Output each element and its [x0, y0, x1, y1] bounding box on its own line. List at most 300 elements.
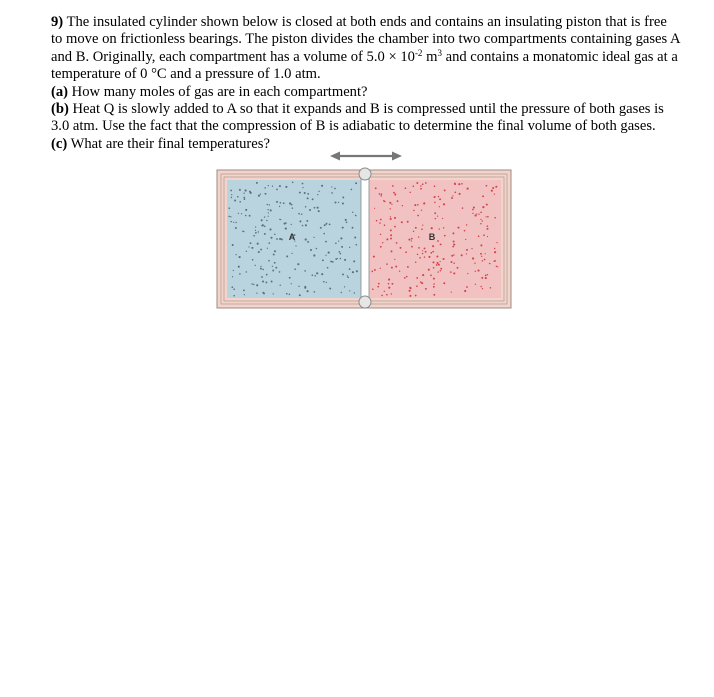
gas-molecule	[304, 192, 306, 194]
gas-molecule	[313, 254, 315, 256]
gas-molecule	[312, 274, 314, 276]
gas-molecule	[351, 189, 353, 191]
part-a-text: How many moles of gas are in each compartment?	[68, 83, 368, 100]
gas-molecule	[268, 216, 269, 217]
gas-molecule	[275, 267, 277, 269]
gas-molecule	[232, 244, 234, 246]
gas-molecule	[352, 227, 354, 229]
gas-molecule	[253, 284, 254, 285]
gas-molecule	[231, 286, 233, 288]
gas-molecule	[246, 251, 247, 252]
gas-molecule	[432, 245, 434, 247]
gas-molecule	[480, 219, 481, 220]
label-b: B	[428, 232, 436, 242]
gas-molecule	[477, 270, 479, 272]
gas-molecule	[291, 283, 292, 284]
gas-molecule	[228, 207, 230, 209]
gas-molecule	[420, 188, 422, 190]
gas-molecule	[274, 262, 276, 264]
gas-molecule	[487, 225, 489, 227]
gas-molecule	[464, 290, 466, 292]
gas-molecule	[466, 224, 467, 225]
gas-molecule	[228, 216, 230, 218]
gas-molecule	[453, 262, 455, 264]
gas-molecule	[452, 246, 454, 248]
gas-molecule	[474, 262, 475, 263]
gas-molecule	[485, 216, 486, 217]
gas-molecule	[230, 221, 231, 222]
gas-molecule	[279, 238, 281, 240]
gas-molecule	[408, 239, 410, 241]
gas-molecule	[397, 200, 399, 202]
gas-molecule	[483, 234, 485, 236]
gas-molecule	[443, 258, 445, 260]
gas-molecule	[381, 193, 383, 195]
gas-molecule	[388, 279, 390, 281]
gas-molecule	[443, 227, 444, 228]
gas-molecule	[256, 284, 258, 286]
gas-molecule	[243, 197, 245, 199]
gas-molecule	[349, 290, 350, 291]
gas-molecule	[434, 212, 436, 214]
gas-molecule	[471, 248, 472, 249]
part-b	[51, 101, 681, 118]
gas-molecule	[414, 204, 416, 206]
gas-molecule	[262, 280, 264, 282]
gas-molecule	[459, 193, 461, 195]
gas-molecule	[325, 255, 326, 256]
gas-molecule	[305, 238, 307, 240]
gas-molecule	[291, 204, 293, 206]
gas-molecule	[380, 219, 382, 221]
gas-molecule	[422, 183, 424, 185]
gas-molecule	[309, 209, 311, 211]
gas-molecule	[235, 254, 236, 255]
gas-molecule	[442, 218, 443, 219]
gas-molecule	[264, 187, 266, 189]
gas-molecule	[267, 248, 268, 249]
gas-molecule	[439, 198, 441, 200]
gas-molecule	[342, 227, 344, 229]
gas-molecule	[480, 244, 482, 246]
gas-molecule	[325, 241, 327, 243]
gas-molecule	[329, 288, 331, 290]
exponent-minus-two: -2	[414, 47, 423, 58]
gas-molecule	[344, 259, 346, 261]
gas-molecule	[422, 274, 424, 276]
gas-molecule	[487, 228, 489, 230]
gas-molecule	[260, 268, 262, 270]
gas-molecule	[312, 198, 314, 200]
gas-molecule	[332, 261, 334, 263]
gas-molecule	[261, 219, 263, 221]
gas-molecule	[255, 265, 256, 266]
gas-molecule	[242, 231, 243, 232]
gas-molecule	[413, 210, 414, 211]
gas-molecule	[425, 251, 427, 253]
gas-molecule	[279, 219, 280, 220]
gas-molecule	[421, 228, 423, 230]
gas-molecule	[307, 197, 309, 199]
gas-molecule	[352, 212, 353, 213]
gas-molecule	[255, 232, 257, 234]
gas-molecule	[476, 213, 477, 214]
gas-molecule	[413, 231, 414, 232]
gas-molecule	[384, 201, 385, 202]
intro-line-2: to move on frictionless bearings. The piston divides the chamber into two compartments containing gases	[51, 31, 668, 48]
gas-molecule	[475, 284, 476, 285]
gas-molecule	[436, 264, 438, 266]
gas-molecule	[272, 186, 273, 187]
gas-molecule	[472, 209, 474, 211]
gas-molecule	[310, 249, 312, 251]
gas-molecule	[340, 237, 342, 239]
gas-molecule	[485, 277, 487, 279]
part-c-label: (c)	[51, 135, 68, 152]
gas-molecule	[335, 242, 337, 244]
gas-molecule	[480, 211, 482, 213]
gas-molecule	[420, 281, 422, 283]
gas-molecule	[487, 216, 489, 218]
gas-molecule	[239, 273, 241, 275]
gas-molecule	[258, 251, 260, 253]
gas-molecule	[233, 288, 235, 290]
gas-molecule	[317, 207, 319, 209]
gas-molecule	[440, 243, 442, 245]
gas-molecule	[410, 287, 412, 289]
gas-molecule	[425, 182, 427, 184]
gas-molecule	[245, 215, 247, 217]
gas-molecule	[409, 290, 411, 292]
gas-molecule	[433, 278, 435, 280]
gas-molecule	[466, 286, 468, 288]
gas-molecule	[267, 204, 268, 205]
gas-molecule	[353, 260, 355, 262]
gas-molecule	[283, 202, 285, 204]
part-b-continued	[51, 118, 681, 135]
gas-molecule	[411, 238, 413, 240]
gas-molecule	[261, 276, 263, 278]
gas-molecule	[273, 254, 275, 256]
gas-molecule	[346, 221, 348, 223]
gas-molecule	[248, 246, 249, 247]
gas-molecule	[421, 282, 423, 284]
gas-molecule	[323, 233, 325, 235]
gas-molecule	[249, 215, 251, 217]
gas-molecule	[496, 266, 497, 267]
gas-molecule	[390, 238, 392, 240]
gas-molecule	[322, 259, 324, 261]
gas-molecule	[392, 185, 394, 187]
gas-molecule	[480, 223, 481, 224]
gas-molecule	[421, 210, 422, 211]
gas-molecule	[239, 201, 241, 203]
gas-molecule	[389, 202, 391, 204]
gas-molecule	[390, 234, 392, 236]
gas-molecule	[453, 272, 455, 274]
gas-molecule	[431, 227, 433, 229]
gas-molecule	[267, 209, 268, 210]
gas-molecule	[256, 182, 258, 184]
problem-intro	[51, 14, 681, 84]
gas-molecule	[297, 263, 299, 265]
gas-molecule	[320, 227, 322, 229]
gas-molecule	[465, 239, 466, 240]
gas-molecule	[280, 285, 281, 286]
gas-molecule	[285, 228, 287, 230]
gas-molecule	[373, 256, 375, 258]
part-a	[51, 84, 681, 101]
gas-molecule	[439, 261, 440, 262]
gas-molecule	[307, 290, 309, 292]
gas-molecule	[298, 286, 299, 287]
gas-molecule	[494, 193, 495, 194]
gas-molecule	[466, 253, 467, 254]
gas-molecule	[313, 291, 314, 292]
gas-molecule	[266, 274, 268, 276]
gas-molecule	[394, 194, 395, 195]
gas-molecule	[258, 231, 259, 232]
gas-molecule	[433, 286, 435, 288]
gas-molecule	[340, 258, 342, 260]
gas-molecule	[384, 291, 385, 292]
gas-molecule	[279, 271, 281, 273]
gas-molecule	[341, 246, 343, 248]
unit-m: m	[422, 48, 438, 65]
gas-molecule	[339, 251, 341, 253]
gas-molecule	[286, 293, 288, 295]
gas-molecule	[404, 277, 406, 279]
gas-molecule	[457, 227, 459, 229]
gas-molecule	[396, 242, 398, 244]
gas-molecule	[422, 250, 423, 251]
gas-molecule	[475, 214, 477, 216]
gas-molecule	[434, 196, 436, 198]
problem-text	[51, 14, 681, 153]
gas-molecule	[243, 193, 244, 194]
gas-molecule	[401, 221, 403, 223]
gas-molecule	[386, 263, 388, 265]
gas-molecule	[338, 202, 339, 203]
gas-molecule	[331, 186, 332, 187]
part-b-text-2: 3.0 atm. Use the fact that the compression of B is adiabatic to determine the final volume of both gases.	[51, 118, 656, 135]
gas-molecule	[480, 253, 482, 255]
gas-molecule	[352, 271, 354, 273]
gas-molecule	[279, 206, 280, 207]
gas-molecule	[475, 271, 476, 272]
gas-molecule	[481, 256, 482, 257]
gas-molecule	[439, 206, 440, 207]
gas-molecule	[270, 237, 272, 239]
gas-molecule	[258, 195, 260, 197]
gas-molecule	[252, 259, 254, 261]
exponent-three: 3	[437, 47, 442, 58]
gas-molecule	[375, 187, 377, 189]
gas-molecule	[231, 197, 232, 198]
gas-molecule	[238, 213, 239, 214]
gas-molecule	[244, 294, 245, 295]
gas-molecule	[274, 234, 275, 235]
gas-molecule	[496, 242, 497, 243]
gas-molecule	[305, 206, 307, 208]
gas-molecule	[331, 192, 333, 194]
gas-molecule	[243, 290, 245, 292]
gas-molecule	[316, 248, 318, 250]
gas-molecule	[458, 183, 460, 185]
gas-molecule	[415, 295, 417, 297]
gas-molecule	[415, 261, 416, 262]
gas-molecule	[391, 204, 392, 205]
gas-molecule	[422, 224, 423, 225]
gas-molecule	[233, 270, 234, 271]
intro-line-1: The insulated cylinder shown below is closed at both ends and contains an insulating piston that is free	[66, 14, 667, 30]
gas-molecule	[313, 237, 314, 238]
gas-molecule	[386, 294, 388, 296]
gas-molecule	[453, 241, 455, 243]
gas-molecule	[462, 207, 464, 209]
gas-molecule	[433, 283, 435, 285]
gas-molecule	[294, 268, 296, 270]
gas-molecule	[411, 246, 413, 248]
gas-molecule	[434, 185, 436, 187]
gas-molecule	[325, 223, 327, 225]
gas-molecule	[274, 250, 276, 252]
gas-molecule	[484, 259, 486, 261]
gas-molecule	[482, 206, 484, 208]
gas-molecule	[489, 263, 491, 265]
gas-molecule	[291, 253, 292, 254]
gas-molecule	[307, 241, 309, 243]
gas-molecule	[407, 221, 409, 223]
gas-molecule	[425, 288, 427, 290]
gas-molecule	[380, 195, 382, 197]
gas-molecule	[411, 240, 412, 241]
gas-molecule	[388, 287, 390, 289]
gas-molecule	[301, 214, 302, 215]
gas-molecule	[436, 262, 438, 264]
gas-molecule	[437, 271, 438, 272]
gas-molecule	[305, 224, 307, 226]
gas-molecule	[245, 209, 247, 211]
gas-molecule	[423, 203, 425, 205]
gas-molecule	[443, 203, 445, 205]
gas-molecule	[356, 244, 358, 246]
gas-molecule	[270, 209, 272, 211]
gas-molecule	[494, 248, 495, 249]
part-b-text: Heat Q is slowly added to A so that it expands and B is compressed until the pressure of both gases is	[68, 101, 664, 118]
gas-molecule	[399, 271, 400, 272]
gas-molecule	[245, 189, 247, 191]
gas-molecule	[374, 208, 375, 209]
gas-molecule	[384, 224, 386, 226]
gas-molecule	[390, 229, 392, 231]
gas-molecule	[250, 192, 252, 194]
gas-molecule	[253, 235, 255, 237]
gas-molecule	[391, 267, 393, 269]
gas-molecule	[257, 243, 259, 245]
gas-molecule	[340, 253, 342, 255]
gas-molecule	[279, 185, 281, 187]
gas-molecule	[262, 224, 264, 226]
gas-molecule	[409, 192, 410, 193]
gas-molecule	[478, 235, 480, 237]
gas-molecule	[417, 215, 419, 217]
gas-molecule	[433, 267, 435, 269]
gas-molecule	[230, 216, 231, 217]
gas-molecule	[349, 268, 351, 270]
gas-molecule	[304, 286, 306, 288]
gas-molecule	[272, 266, 273, 267]
gas-molecule	[232, 276, 233, 277]
gas-molecule	[302, 225, 304, 227]
gas-molecule	[472, 257, 474, 259]
gas-molecule	[280, 202, 282, 204]
gas-molecule	[268, 185, 269, 186]
piston-motion-arrow-icon	[330, 152, 402, 161]
gas-molecule	[417, 204, 419, 206]
gas-molecule	[330, 261, 332, 263]
gas-molecule	[485, 274, 487, 276]
gas-molecule	[381, 295, 383, 297]
gas-molecule	[382, 242, 383, 243]
gas-molecule	[244, 198, 246, 200]
part-c-text: What are their final temperatures?	[67, 135, 270, 152]
gas-molecule	[307, 193, 309, 195]
gas-molecule	[380, 234, 381, 235]
gas-molecule	[299, 294, 301, 296]
gas-molecule	[409, 295, 411, 297]
gas-molecule	[390, 218, 392, 220]
gas-molecule	[482, 220, 483, 221]
gas-molecule	[260, 193, 261, 194]
gas-molecule	[391, 250, 393, 252]
gas-molecule	[497, 266, 498, 267]
gas-molecule	[486, 204, 488, 206]
gas-molecule	[478, 214, 479, 215]
gas-molecule	[345, 219, 347, 221]
gas-molecule	[302, 187, 303, 188]
gas-molecule	[347, 277, 349, 279]
gas-molecule	[480, 286, 482, 288]
gas-molecule	[416, 277, 418, 279]
gas-molecule	[263, 293, 265, 295]
gas-molecule	[402, 205, 403, 206]
gas-molecule	[413, 185, 415, 187]
gas-molecule	[271, 281, 273, 283]
gas-molecule	[428, 256, 430, 258]
gas-molecule	[265, 281, 267, 283]
gas-molecule	[451, 255, 453, 257]
gas-molecule	[328, 252, 330, 254]
gas-molecule	[395, 266, 397, 268]
gas-molecule	[276, 201, 278, 203]
gas-molecule	[291, 224, 292, 225]
gas-molecule	[268, 212, 269, 213]
gas-molecule	[260, 249, 262, 251]
gas-molecule	[273, 293, 274, 294]
problem-number: 9)	[51, 14, 64, 30]
gas-molecule	[292, 181, 294, 183]
gas-molecule	[379, 193, 381, 195]
gas-molecule	[321, 273, 323, 275]
gas-molecule	[256, 292, 257, 293]
gas-molecule	[428, 269, 430, 271]
gas-molecule	[444, 235, 446, 237]
gas-molecule	[289, 294, 291, 296]
gas-molecule	[354, 237, 356, 239]
label-a: A	[288, 232, 296, 242]
gas-molecule	[318, 191, 319, 192]
